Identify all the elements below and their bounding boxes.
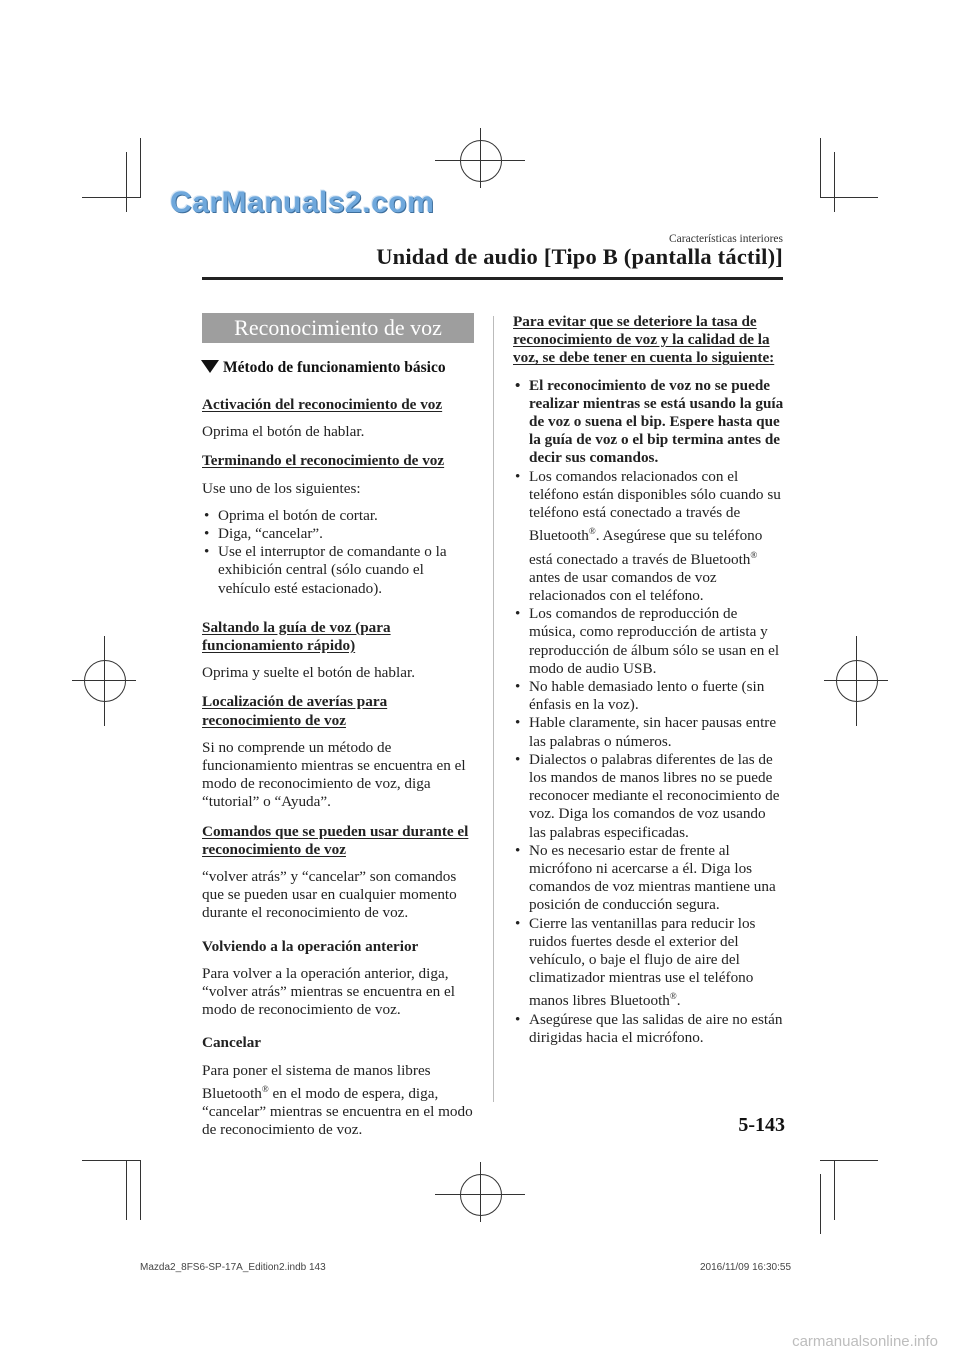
footer-file: Mazda2_8FS6-SP-17A_Edition2.indb 143 [140, 1262, 326, 1273]
crop-mark [820, 197, 878, 198]
page-number: 5-143 [738, 1114, 785, 1136]
list-item: • Los comandos de reproducción de música, como reproducción de artista y reproducción de álbum sólo se usan en el modo de audio USB. [515, 605, 780, 677]
paragraph: Para volver a la operación anterior, diga, “volver atrás” mientras se encuentra en el modo de reconocimiento de voz. [202, 964, 455, 1019]
crop-mark [834, 152, 835, 212]
crop-mark [126, 1160, 127, 1220]
list-item: • Hable claramente, sin hacer pausas entre las palabras o números. [515, 714, 777, 750]
right-column [513, 313, 785, 1047]
watermark-logo: CarManuals2.com [170, 186, 435, 219]
crop-mark [820, 138, 821, 198]
list-item: • Asegúrese que las salidas de aire no están dirigidas hacia el micrófono. [515, 1010, 783, 1046]
section-label: Características interiores [669, 233, 783, 245]
paragraph: Oprima y suelte el botón de hablar. [202, 664, 415, 682]
list-item: • Los comandos relacionados con el teléfono están disponibles sólo cuando su teléfono está conectado a través de Bluetooth®. Asegúrese que su teléfono está conectado a través de Bluetooth® antes de usar comandos de voz relacionados con el teléfono. [515, 467, 781, 604]
heading-cancel: Cancelar [202, 1034, 262, 1052]
column-divider [493, 316, 494, 1102]
heading-skip: Saltando la guía de voz (para funcionamiento rápido) [202, 618, 391, 655]
list-item: • Diga, “cancelar”. [204, 525, 323, 543]
site-watermark: carmanualsonline.info [792, 1333, 938, 1350]
subsection-heading: Método de funcionamiento básico [201, 359, 446, 377]
crop-mark [82, 197, 140, 198]
list-item: • Dialectos o palabras diferentes de las de los mandos de manos libres no se puede reconocer mediante el reconocimiento de voz. Diga los comandos de voz usando las palabras especificadas. [515, 750, 780, 841]
crop-mark [82, 1160, 140, 1161]
crop-mark [820, 1174, 821, 1234]
triangle-icon [201, 360, 219, 373]
footer-timestamp: 2016/11/09 16:30:55 [700, 1262, 792, 1273]
left-column [202, 396, 474, 1140]
registration-mark [480, 1162, 481, 1222]
list-item: • Use el interruptor de comandante o la exhibición central (sólo cuando el vehículo esté estacionado). [204, 543, 447, 597]
heading-troubleshoot: Localización de averías para reconocimiento de voz [202, 693, 388, 729]
paragraph: Oprima el botón de hablar. [202, 423, 365, 441]
registration-mark [84, 660, 126, 702]
paragraph: Use uno de los siguientes: [202, 479, 361, 497]
registration-mark [460, 140, 502, 182]
list-item: • No hable demasiado lento o fuerte (sin énfasis en la voz). [515, 677, 765, 714]
paragraph: Si no comprende un método de funcionamiento mientras se encuentra en el modo de reconocimiento de voz, diga “tutorial” o “Ayuda”. [202, 738, 466, 811]
heading-precautions: Para evitar que se deteriore la tasa de reconocimiento de voz y la calidad de la voz, se debe tener en cuenta lo siguiente: [513, 313, 775, 367]
registration-mark [856, 636, 857, 726]
heading-commands: Comandos que se pueden usar durante el reconocimiento de voz [202, 822, 469, 858]
header-rule [202, 277, 783, 280]
registration-mark [104, 636, 105, 726]
crop-mark [820, 1160, 878, 1161]
crop-mark [126, 152, 127, 212]
registration-mark [836, 660, 878, 702]
registration-mark [460, 1174, 502, 1216]
crop-mark [140, 1160, 141, 1220]
registration-mark [480, 128, 481, 188]
heading-ending: Terminando el reconocimiento de voz [202, 452, 445, 470]
list-item: • No es necesario estar de frente al micrófono ni acercarse a él. Diga los comandos de voz mientras mantiene una posición de conducción segura. [515, 841, 776, 914]
page-title: Unidad de audio [Tipo B (pantalla táctil)] [376, 244, 783, 269]
paragraph: “volver atrás” y “cancelar” son comandos que se pueden usar en cualquier momento durante el reconocimiento de voz. [202, 868, 457, 922]
list-item: • El reconocimiento de voz no se puede realizar mientras se está usando la guía de voz o suena el bip. Espere hasta que la guía de voz o el bip termina antes de decir sus comandos. [515, 376, 784, 467]
crop-mark [834, 1160, 835, 1220]
paragraph: Para poner el sistema de manos libres Bluetooth® en el modo de espera, diga, “cancelar” mientras se encuentra en el modo de reconocimiento de voz. [202, 1061, 473, 1139]
crop-mark [140, 138, 141, 198]
list-item: • Cierre las ventanillas para reducir los ruidos fuertes desde el exterior del vehículo, o baje el flujo de aire del climatizador mientras use el teléfono manos libres Bluetooth®. [515, 914, 756, 1010]
list-item: • Oprima el botón de cortar. [204, 506, 378, 524]
heading-back: Volviendo a la operación anterior [202, 937, 419, 955]
heading-activation: Activación del reconocimiento de voz [202, 396, 443, 413]
section-banner: Reconocimiento de voz [202, 313, 474, 343]
